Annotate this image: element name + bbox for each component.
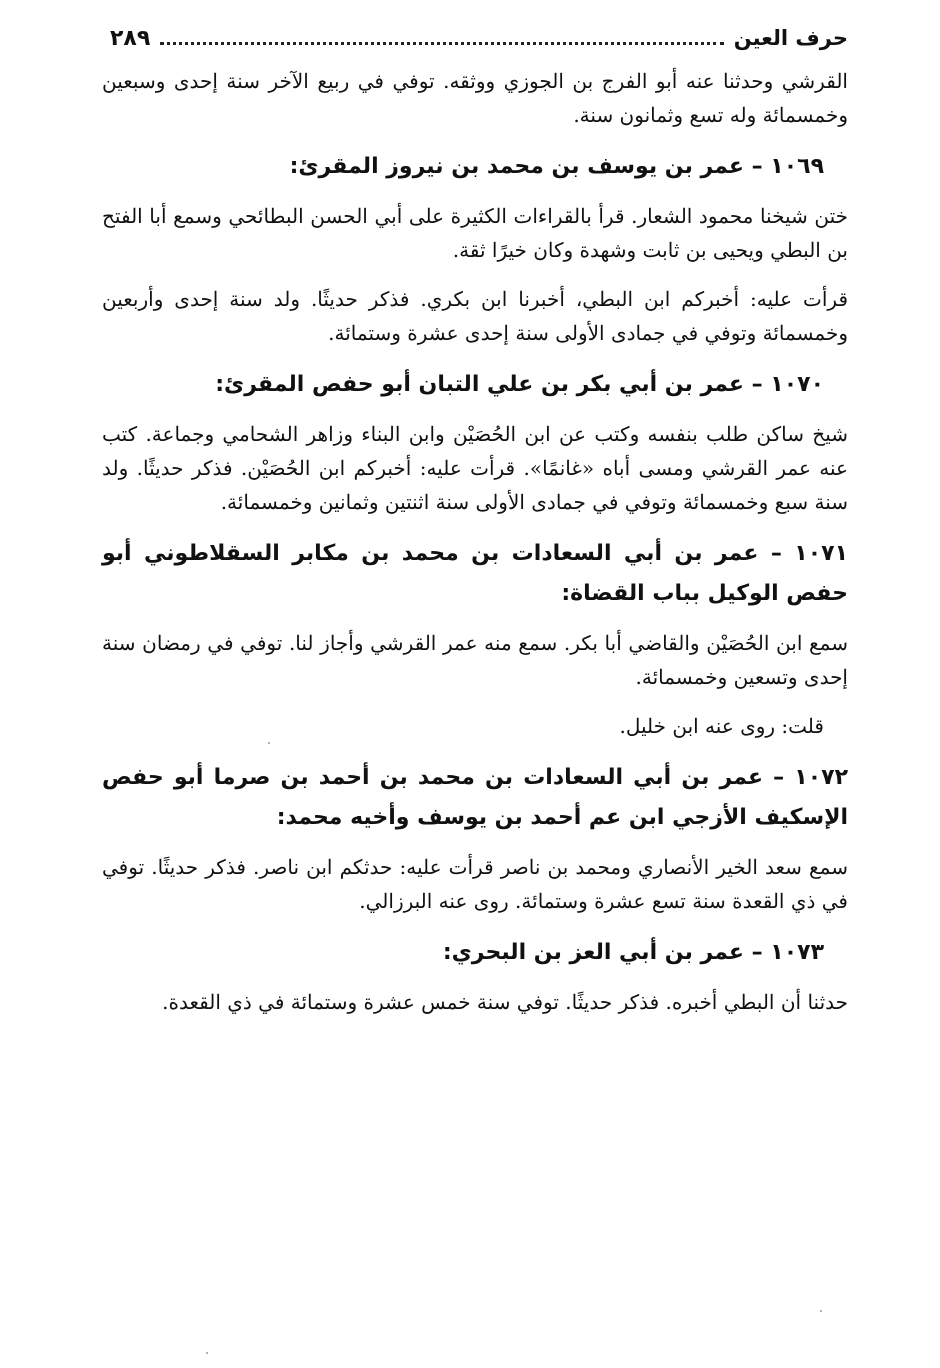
paper-speck: [820, 1310, 822, 1312]
paper-speck: [206, 1352, 208, 1354]
book-page: [102, 26, 848, 1034]
page-number: ٢٨٩: [110, 26, 151, 51]
header-dot-leader: [160, 42, 723, 45]
paragraph-continuation: القرشي وحدثنا عنه أبو الفرج بن الجوزي ووثقه. توفي في ربيع الآخر سنة إحدى وسبعين وخمسمائة وله تسع وثمانون سنة.: [102, 69, 848, 127]
entry-heading-1069: ١٠٦٩ – عمر بن يوسف بن محمد بن نيروز المقرئ:: [289, 154, 824, 179]
running-header: [102, 26, 848, 64]
entry-1069-text: ختن شيخنا محمود الشعار. قرأ بالقراءات الكثيرة على أبي الحسن البطائحي وسمع أبا الفتح بن البطي ويحيى بن ثابت وشهدة وكان خيرًا ثقة.: [102, 204, 848, 262]
entry-heading-1072: ١٠٧٢ – عمر بن أبي السعادات بن محمد بن أحمد بن صرما أبو حفص الإسكيف الأزجي ابن عم أحمد بن يوسف وأخيه محمد:: [102, 765, 848, 830]
entry-heading-1070: ١٠٧٠ – عمر بن أبي بكر بن علي التبان أبو حفص المقرئ:: [215, 372, 824, 397]
entry-1069-reading: قرأت عليه: أخبركم ابن البطي، أخبرنا ابن بكري. فذكر حديثًا. ولد سنة إحدى وأربعين وخمسمائة وتوفي في جمادى الأولى سنة إحدى عشرة وستمائة.: [102, 287, 848, 345]
header-title: حرف العين: [733, 26, 848, 50]
entry-1071-note: قلت: روى عنه ابن خليل.: [619, 714, 824, 738]
paper-speck: [268, 742, 270, 744]
entry-1071-text: سمع ابن الحُصَيْن والقاضي أبا بكر. سمع منه عمر القرشي وأجاز لنا. توفي في رمضان سنة إحدى وتسعين وخمسمائة.: [102, 631, 848, 689]
entry-heading-1071: ١٠٧١ – عمر بن أبي السعادات بن محمد بن مكابر السقلاطوني أبو حفص الوكيل بباب القضاة:: [102, 541, 848, 606]
entry-1070-text: شيخ ساكن طلب بنفسه وكتب عن ابن الحُصَيْن وابن البناء وزاهر الشحامي وجماعة. كتب عنه عمر القرشي ومسى أباه «غانمًا». قرأت عليه: أخبركم ابن الحُصَيْن. فذكر حديثًا. ولد سنة سبع وخمسمائة وتوفي في جمادى الأولى سنة اثنتين وثمانين وخمسمائة.: [102, 422, 848, 514]
entry-1072-text: سمع سعد الخير الأنصاري ومحمد بن ناصر قرأت عليه: حدثكم ابن ناصر. فذكر حديثًا. توفي في ذي القعدة سنة تسع عشرة وستمائة. روى عنه البرزالي.: [102, 855, 848, 913]
entry-1073-text: حدثنا أن البطي أخبره. فذكر حديثًا. توفي سنة خمس عشرة وستمائة في ذي القعدة.: [162, 990, 848, 1014]
entry-heading-1073: ١٠٧٣ – عمر بن أبي العز بن البحري:: [442, 940, 824, 965]
